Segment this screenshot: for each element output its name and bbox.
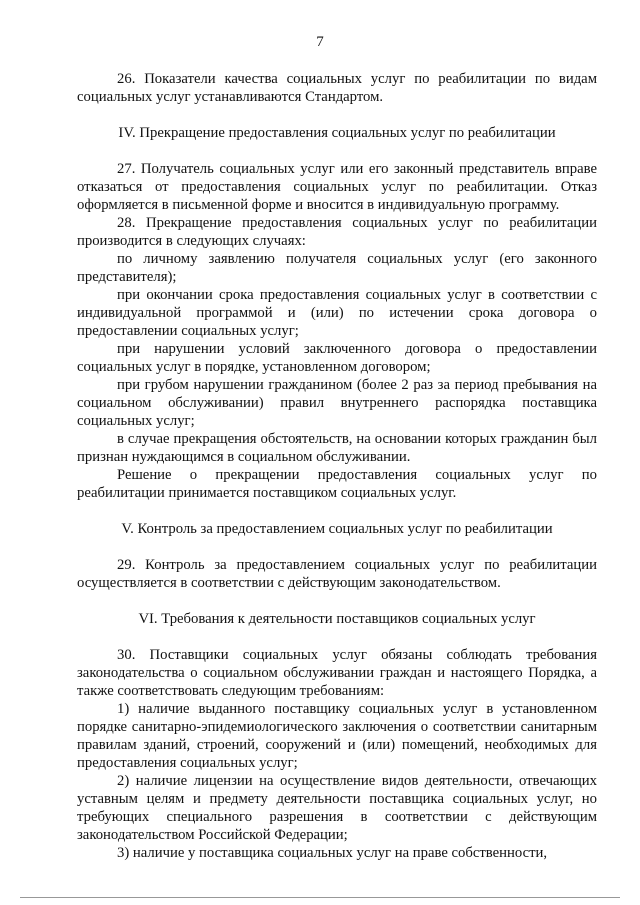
- list-item-contract-violation: при нарушении условий заключенного договора о предоставлении социальных услуг в порядке, установленном договором;: [77, 341, 597, 375]
- section-heading-iv: IV. Прекращение предоставления социальных услуг по реабилитации: [118, 125, 556, 141]
- requirement-1: 1) наличие выданного поставщику социальных услуг в установленном порядке санитарно-эпидемиологического заключения о соответствии санитарным правилам зданий, строений, сооружений и (или) помещений, необходимых для предоставления социальных услуг;: [77, 701, 597, 771]
- paragraph-29: 29. Контроль за предоставлением социальных услуг по реабилитации осуществляется в соответствии с действующим законодательством.: [77, 557, 597, 591]
- paragraph-decision: Решение о прекращении предоставления социальных услуг по реабилитации принимается поставщиком социальных услуг.: [77, 467, 597, 501]
- page-number: 7: [316, 34, 324, 50]
- section-heading-v: V. Контроль за предоставлением социальных услуг по реабилитации: [121, 521, 553, 537]
- document-body: [77, 70, 597, 862]
- paragraph-27: 27. Получатель социальных услуг или его законный представитель вправе отказаться от предоставления социальных услуг по реабилитации. Отказ оформляется в письменной форме и вносится в индивидуальную программу.: [77, 161, 597, 213]
- list-item-personal-request: по личному заявлению получателя социальных услуг (его законного представителя);: [77, 251, 597, 285]
- scan-bottom-edge: [20, 897, 620, 898]
- section-heading-vi: VI. Требования к деятельности поставщиков социальных услуг: [138, 611, 536, 627]
- paragraph-28: 28. Прекращение предоставления социальных услуг по реабилитации производится в следующих случаях:: [77, 215, 597, 249]
- requirement-3: 3) наличие у поставщика социальных услуг на праве собственности,: [117, 845, 548, 861]
- list-item-circumstances-ended: в случае прекращения обстоятельств, на основании которых гражданин был признан нуждающимся в социальном обслуживании.: [77, 431, 597, 465]
- list-item-rules-violation: при грубом нарушении гражданином (более 2 раз за период пребывания на социальном обслуживании) правил внутреннего распорядка поставщика социальных услуг;: [77, 377, 597, 429]
- paragraph-26: 26. Показатели качества социальных услуг по реабилитации по видам социальных услуг устанавливаются Стандартом.: [77, 71, 597, 105]
- requirement-2: 2) наличие лицензии на осуществление видов деятельности, отвечающих уставным целям и предмету деятельности поставщика социальных услуг, но требующих специального разрешения в соответствии с действующим законодательством Российской Федерации;: [77, 773, 597, 843]
- paragraph-30: 30. Поставщики социальных услуг обязаны соблюдать требования законодательства о социальном обслуживании граждан и настоящего Порядка, а также соответствовать следующим требованиям:: [77, 647, 597, 699]
- list-item-term-expiry: при окончании срока предоставления социальных услуг в соответствии с индивидуальной программой и (или) по истечении срока договора о предоставлении социальных услуг;: [77, 287, 597, 339]
